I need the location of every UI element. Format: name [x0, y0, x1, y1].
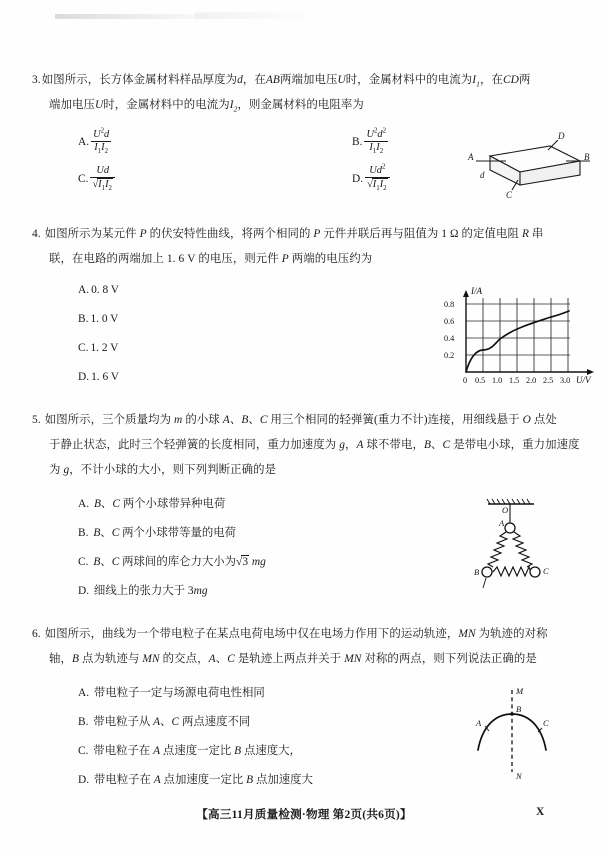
- question-5-option-a[interactable]: A. B、C 两个小球带异种电荷: [78, 498, 226, 510]
- option-label-d: D.: [78, 585, 90, 597]
- question-5-number: 5.: [32, 414, 41, 426]
- question-4-figure-iv-chart: [430, 282, 602, 391]
- q3-var-u2: U: [94, 99, 104, 111]
- option-label-c: C.: [78, 556, 89, 568]
- q3-text-a: 如图所示，长方体金属材料样品厚度为: [41, 74, 238, 86]
- option-d-denominator: $√I_1I_2$: [367, 179, 387, 193]
- label-m: M: [516, 686, 524, 696]
- label-a: A: [499, 518, 505, 528]
- question-6-option-a[interactable]: A. 带电粒子一定与场源电荷电性相同: [78, 687, 265, 699]
- label-c: C: [543, 566, 549, 576]
- option-a-fraction: [91, 129, 111, 155]
- question-6-option-c[interactable]: C. 带电粒子在 A 点速度一定比 B 点速度大，: [78, 745, 301, 757]
- x-tick-3-0: 3.0: [560, 376, 571, 385]
- q3-var-ab: AB: [265, 74, 280, 86]
- slab-label-a: A: [468, 152, 474, 162]
- spring-ab: [488, 532, 507, 567]
- option-label-c: C.: [78, 172, 89, 185]
- question-3-stem-line-2: [32, 93, 580, 118]
- label-n: N: [516, 771, 522, 781]
- question-6-option-d[interactable]: D. 带电粒子在 A 点加速度一定比 B 点加速度大: [78, 774, 313, 786]
- q3-var-i2: $I_2$: [229, 99, 238, 114]
- question-6-number: 6.: [32, 628, 41, 640]
- question-5-stem-line-1: 5. 如图所示，三个质量均为 m 的小球 A、B、C 用三个相同的轻弹簧(重力不计)连接，用细线悬于 O 点处: [32, 414, 557, 426]
- x-tick-0: 0: [463, 376, 468, 385]
- label-b: B: [474, 567, 480, 577]
- option-c-denominator: $√I_1I_2$: [92, 179, 112, 193]
- option-label-a: A.: [78, 284, 90, 296]
- option-label-d: D.: [352, 172, 364, 185]
- question-3-option-b[interactable]: [352, 127, 388, 156]
- q3-var-u: U: [337, 74, 346, 86]
- question-5-option-b[interactable]: B. B、C 两个小球带等量的电荷: [78, 527, 237, 539]
- label-b: B: [516, 704, 522, 714]
- option-label-d: D.: [78, 371, 90, 383]
- option-b-denominator: $I_1I_2$: [369, 142, 384, 156]
- question-4-option-b[interactable]: [78, 313, 118, 325]
- question-4-stem: [32, 222, 580, 272]
- option-label-a: A.: [78, 498, 90, 510]
- question-3-number: 3.: [32, 74, 41, 86]
- question-5-option-c[interactable]: C. B、C 两球间的库仑力大小为√3 mg: [78, 556, 266, 568]
- option-c-text: 1. 2 V: [90, 342, 119, 354]
- question-4-option-c[interactable]: [78, 342, 118, 354]
- option-label-b: B.: [78, 313, 89, 325]
- x-tick-1-5: 1.5: [509, 376, 520, 385]
- question-3-stem: [32, 68, 580, 118]
- label-a: A: [476, 718, 482, 728]
- scan-artifact-secondary: [195, 12, 315, 19]
- question-5-figure-spring-triangle: [398, 496, 558, 597]
- ball-a: [505, 523, 515, 533]
- x-tick-1-0: 1.0: [492, 376, 503, 385]
- q3-text-f: 两: [518, 74, 531, 86]
- label-o: O: [502, 505, 509, 515]
- question-3-option-d[interactable]: [352, 163, 390, 193]
- option-a-denominator: $I_1I_2$: [94, 142, 109, 156]
- question-6-stem-line-2: 轴，B 点为轨迹与 MN 的交点，A、C 是轨迹上两点并关于 MN 对称的两点，则下列说法正确的是: [49, 653, 537, 665]
- ball-b: [482, 567, 492, 577]
- x-tick-0-5: 0.5: [475, 376, 486, 385]
- option-label-b: B.: [352, 136, 363, 149]
- q3-text-c: 两端加电压: [280, 74, 338, 86]
- question-5-stem-line-3: 为 g，不计小球的大小，则下列判断正确的是: [49, 464, 277, 476]
- x-tick-2-0: 2.0: [526, 376, 537, 385]
- slab-label-d-corner: D: [558, 131, 565, 141]
- question-3-stem-line-1: [32, 68, 580, 93]
- question-5-stem-line-2: 于静止状态，此时三个轻弹簧的长度相同，重力加速度为 g，A 球不带电，B、C 是带电小球，重力加速度: [49, 439, 580, 451]
- label-c: C: [543, 718, 549, 728]
- option-b-fraction: [364, 129, 388, 155]
- option-label-d: D.: [78, 774, 90, 786]
- option-label-b: B.: [78, 527, 89, 539]
- q3-text-e: ，在: [479, 74, 503, 86]
- x-axis-label: U/V: [576, 375, 591, 385]
- slab-label-c: C: [506, 190, 513, 200]
- option-d-numerator: Ud$^2$: [365, 165, 390, 178]
- page-mark: X: [536, 806, 545, 818]
- point-b: [510, 712, 514, 716]
- y-axis-label: I/A: [471, 286, 482, 296]
- label-b-leader: [483, 578, 486, 588]
- x-tick-2-5: 2.5: [543, 376, 554, 385]
- option-b-numerator: $U^2d^2$: [364, 129, 388, 142]
- option-label-c: C.: [78, 342, 89, 354]
- q3-var-d: d: [237, 74, 243, 86]
- iv-curve: [466, 311, 569, 372]
- y-axis-arrow: [463, 290, 469, 297]
- q3-var-cd: CD: [502, 74, 519, 86]
- y-tick-0-2: 0.2: [444, 351, 455, 360]
- spring-ac: [513, 532, 532, 567]
- q3-var-i1: $I_1$: [472, 74, 480, 89]
- option-label-a: A.: [78, 136, 90, 149]
- question-3-figure: [462, 128, 596, 211]
- ball-c: [530, 567, 540, 577]
- question-5-stem: [32, 408, 580, 483]
- spring-bc: [493, 567, 531, 576]
- option-label-b: B.: [78, 716, 89, 728]
- option-c-fraction: [90, 165, 115, 192]
- question-4-stem-line-1: 4. 如图所示为某元件 P 的伏安特性曲线，将两个相同的 P 元件并联后再与阻值为 1 Ω 的定值电阻 R 串: [32, 228, 544, 240]
- option-d-text: 1. 6 V: [91, 371, 120, 383]
- option-a-text: 0. 8 V: [91, 284, 120, 296]
- question-4-stem-line-2: 联，在电路的两端加上 1. 6 V 的电压，则元件 P 两端的电压约为: [49, 253, 373, 265]
- question-4-option-d[interactable]: [78, 371, 119, 383]
- option-a-numerator: $U^2d$: [91, 129, 111, 142]
- iv-chart-svg: [430, 282, 602, 386]
- y-tick-0-6: 0.6: [444, 317, 455, 326]
- q3-text-h: 时，金属材料中的电流为: [103, 99, 230, 111]
- question-4-number: 4.: [32, 228, 41, 240]
- question-3-option-c[interactable]: [78, 166, 115, 193]
- q3-text-b: ，在: [242, 74, 266, 86]
- question-6-option-b[interactable]: B. 带电粒子从 A、C 两点速度不同: [78, 716, 251, 728]
- question-6-figure-trajectory: [428, 684, 578, 793]
- option-label-a: A.: [78, 687, 90, 699]
- option-label-c: C.: [78, 745, 89, 757]
- option-d-fraction: [365, 165, 390, 192]
- q3-text-d: 时，金属材料中的电流为: [345, 74, 473, 86]
- option-b-text: 1. 0 V: [90, 313, 119, 325]
- y-tick-0-8: 0.8: [444, 300, 455, 309]
- question-3-option-a[interactable]: [78, 127, 111, 156]
- y-tick-0-4: 0.4: [444, 334, 455, 343]
- question-4-option-a[interactable]: [78, 284, 119, 296]
- slab-label-thickness: d: [480, 170, 485, 180]
- question-5-option-d[interactable]: D. 细线上的张力大于 3mg: [78, 585, 208, 597]
- q3-text-i: ，则金属材料的电阻率为: [237, 99, 364, 111]
- slab-label-b: B: [584, 152, 590, 162]
- question-6-stem: [32, 622, 580, 672]
- page-footer: 【高三11月质量检测·物理 第2页(共6页)】: [196, 808, 412, 821]
- q3-text-g: 端加电压: [49, 99, 95, 111]
- question-6-stem-line-1: 6. 如图所示，曲线为一个带电粒子在某点电荷电场中仅在电场力作用下的运动轨迹，MN 为轨迹的对称: [32, 628, 548, 640]
- option-c-numerator: Ud: [90, 165, 115, 178]
